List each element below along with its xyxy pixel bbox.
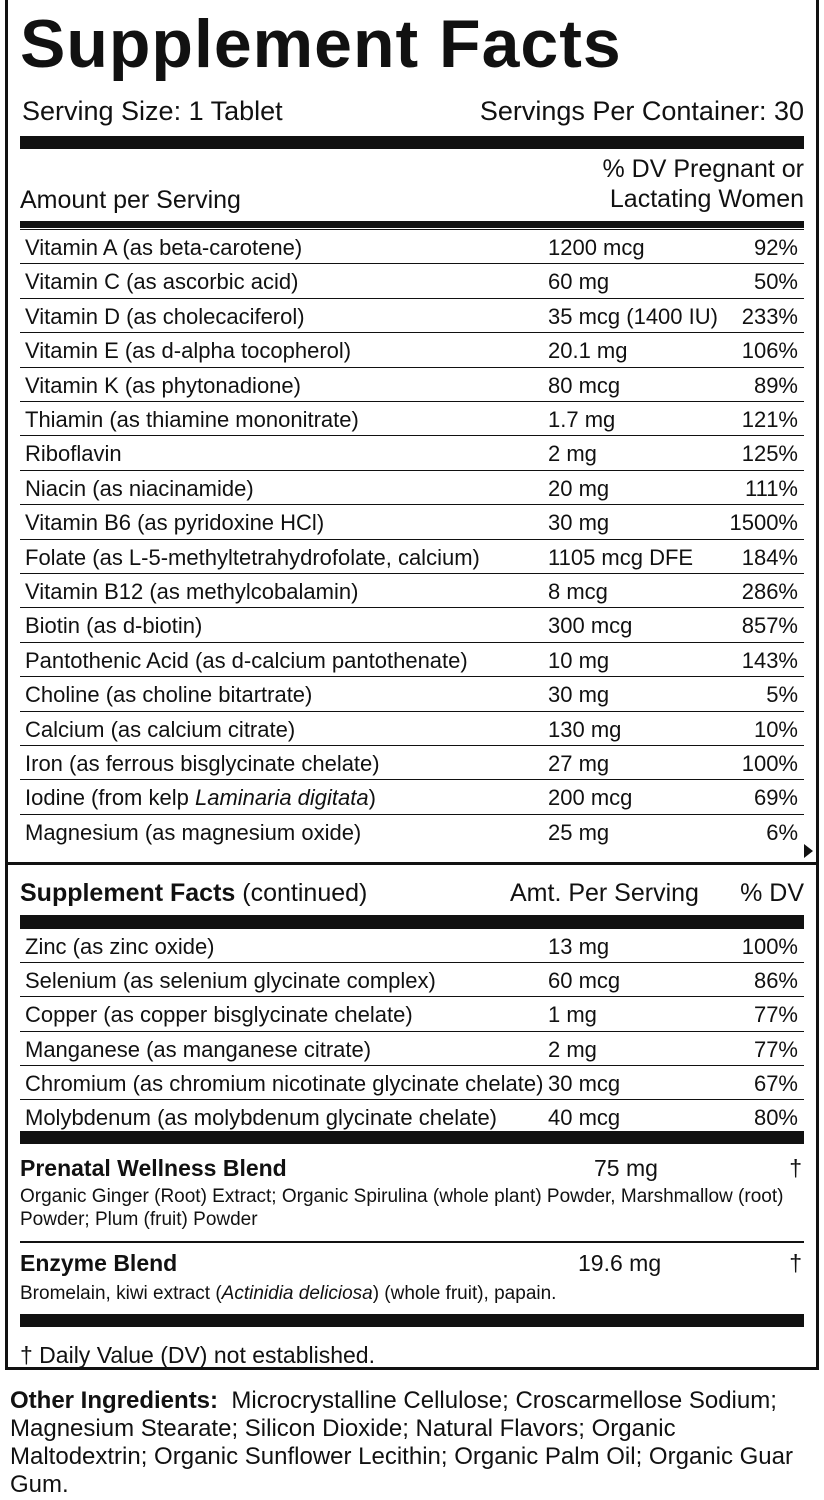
nutrient-amount: 200 mcg xyxy=(548,785,633,811)
table-row xyxy=(20,367,804,401)
nutrient-dv: 80% xyxy=(753,1105,798,1130)
nutrient-amount: 2 mg xyxy=(548,441,597,467)
continued-title-bold: Supplement Facts xyxy=(20,879,236,907)
label-title: Supplement Facts xyxy=(20,6,622,82)
nutrient-name: Vitamin C (as ascorbic acid) xyxy=(25,269,299,295)
nutrient-amount: 27 mg xyxy=(548,751,610,776)
nutrient-name xyxy=(25,784,376,811)
nutrient-dv: 69% xyxy=(753,785,798,811)
nutrient-dv: 121% xyxy=(741,407,798,432)
table-row xyxy=(20,928,804,962)
table-row xyxy=(20,711,804,745)
thick-rule-blends xyxy=(20,1131,804,1144)
desc-prefix: Bromelain, kiwi extract ( xyxy=(20,1283,222,1304)
table-row xyxy=(20,539,804,573)
table-row xyxy=(20,332,804,366)
table-row xyxy=(20,996,804,1030)
table-row xyxy=(20,401,804,435)
nutrient-name: Vitamin A (as beta-carotene) xyxy=(25,235,303,260)
continued-header-dv: % DV xyxy=(740,879,804,907)
nutrient-name: Selenium (as selenium glycinate complex) xyxy=(25,968,436,994)
other-ingredients-text: Microcrystalline Cellulose; Croscarmellose Sodium; Magnesium Stearate; Silicon Dioxide; Natural Flavors; Organic Maltodextrin; Organic Sunflower Lecithin; Organic Palm Oil; Organic Guar Gum. xyxy=(10,1387,793,1498)
name-suffix: ) xyxy=(368,785,376,811)
nutrient-dv: 100% xyxy=(741,934,798,959)
nutrient-name: Zinc (as zinc oxide) xyxy=(25,934,215,959)
nutrient-amount: 40 mcg xyxy=(548,1105,621,1130)
nutrient-amount: 1105 mcg DFE xyxy=(548,544,694,570)
blend-separator xyxy=(20,1241,804,1243)
nutrient-dv: 1500% xyxy=(729,510,798,536)
nutrient-name: Pantothenic Acid (as d-calcium pantothenate) xyxy=(25,647,468,673)
nutrient-name: Magnesium (as magnesium oxide) xyxy=(25,819,362,845)
nutrient-name: Vitamin D (as cholecaciferol) xyxy=(25,303,305,329)
header-dv-line1: % DV Pregnant or xyxy=(602,155,804,183)
table-row xyxy=(20,1099,804,1133)
blend-name: Enzyme Blend xyxy=(20,1250,178,1276)
nutrient-amount: 8 mcg xyxy=(548,579,608,604)
nutrient-name: Molybdenum (as molybdenum glycinate chelate) xyxy=(25,1105,498,1130)
blend-description: Organic Ginger (Root) Extract; Organic Spirulina (whole plant) Powder, Marshmallow (root) Powder; Plum (fruit) Powder xyxy=(20,1186,784,1230)
nutrient-dv: 10% xyxy=(753,716,798,742)
table-row xyxy=(20,298,804,332)
nutrient-amount: 130 mg xyxy=(548,716,622,742)
nutrient-dv: 77% xyxy=(753,1036,798,1062)
nutrient-amount: 30 mg xyxy=(548,510,610,536)
nutrient-amount: 10 mg xyxy=(548,647,610,673)
table-row xyxy=(20,962,804,996)
nutrient-dv: 89% xyxy=(753,372,798,398)
header-amount: Amount per Serving xyxy=(20,186,241,214)
nutrient-dv: 77% xyxy=(753,1002,798,1028)
header-dv-line2: Lactating Women xyxy=(609,185,804,213)
nutrient-name: Niacin (as niacinamide) xyxy=(25,475,254,501)
nutrient-name: Manganese (as manganese citrate) xyxy=(25,1036,372,1062)
thick-rule-continued xyxy=(20,915,804,928)
table-row xyxy=(20,607,804,641)
blend-dv: † xyxy=(789,1155,802,1181)
nutrient-dv: 5% xyxy=(766,682,798,708)
nutrient-dv: 67% xyxy=(753,1070,798,1096)
table-row xyxy=(20,1065,804,1099)
other-ingredients-label: Other Ingredients: xyxy=(10,1387,219,1414)
nutrient-dv: 86% xyxy=(753,968,798,994)
continued-header-amount: Amt. Per Serving xyxy=(510,879,699,907)
table-row xyxy=(20,676,804,710)
nutrient-dv: 6% xyxy=(766,819,798,845)
nutrient-name: Iron (as ferrous bisglycinate chelate) xyxy=(25,751,380,776)
nutrient-amount: 1.7 mg xyxy=(548,407,616,432)
other-ingredients xyxy=(10,1387,815,1499)
continued-title xyxy=(20,878,367,908)
footnote: † Daily Value (DV) not established. xyxy=(20,1342,375,1368)
nutrient-dv: 125% xyxy=(741,441,798,467)
nutrient-dv: 233% xyxy=(741,303,798,329)
nutrient-amount: 60 mcg xyxy=(548,968,621,994)
nutrient-name: Vitamin B12 (as methylcobalamin) xyxy=(25,579,359,604)
nutrient-name: Thiamin (as thiamine mononitrate) xyxy=(25,407,359,432)
nutrient-dv: 286% xyxy=(741,579,798,604)
nutrient-amount: 25 mg xyxy=(548,819,610,845)
nutrient-name: Calcium (as calcium citrate) xyxy=(25,716,296,742)
nutrient-dv: 100% xyxy=(741,751,798,776)
nutrient-dv: 106% xyxy=(741,338,798,364)
nutrient-name: Vitamin B6 (as pyridoxine HCl) xyxy=(25,510,325,536)
desc-italic: Actinidia deliciosa xyxy=(221,1283,373,1304)
arrow-right-icon xyxy=(804,844,813,858)
medium-rule xyxy=(20,221,804,228)
nutrient-amount: 30 mg xyxy=(548,682,610,708)
nutrient-name: Copper (as copper bisglycinate chelate) xyxy=(25,1002,413,1028)
blend-description xyxy=(20,1282,804,1305)
name-prefix: Iodine (from kelp xyxy=(25,785,195,811)
nutrient-dv: 143% xyxy=(741,647,798,673)
nutrient-name: Biotin (as d-biotin) xyxy=(25,613,203,639)
nutrient-amount: 1 mg xyxy=(548,1002,597,1028)
servings-per-container: Servings Per Container: 30 xyxy=(479,96,804,126)
table-row xyxy=(20,435,804,469)
table-row xyxy=(20,814,804,848)
nutrient-amount: 35 mcg (1400 IU) xyxy=(548,303,718,329)
nutrient-dv: 50% xyxy=(753,269,798,295)
continued-title-rest: (continued) xyxy=(242,879,368,907)
nutrient-name: Choline (as choline bitartrate) xyxy=(25,682,313,708)
nutrient-dv: 92% xyxy=(753,235,798,260)
nutrient-amount: 13 mg xyxy=(548,934,610,959)
nutrient-name: Vitamin K (as phytonadione) xyxy=(25,372,301,398)
table-row xyxy=(20,1031,804,1065)
table-row xyxy=(20,263,804,297)
nutrient-dv: 184% xyxy=(741,544,798,570)
nutrient-name: Riboflavin xyxy=(25,441,122,467)
table-row xyxy=(20,229,804,263)
table-row xyxy=(20,470,804,504)
nutrient-dv: 857% xyxy=(741,613,798,639)
nutrient-amount: 20.1 mg xyxy=(548,338,628,364)
nutrient-amount: 300 mcg xyxy=(548,613,633,639)
blend-name: Prenatal Wellness Blend xyxy=(20,1155,287,1181)
nutrient-amount: 80 mcg xyxy=(548,372,621,398)
nutrient-amount: 1200 mcg xyxy=(548,235,645,260)
nutrient-amount: 60 mg xyxy=(548,269,610,295)
nutrient-amount: 20 mg xyxy=(548,475,610,501)
nutrient-amount: 30 mcg xyxy=(548,1070,621,1096)
nutrient-amount: 2 mg xyxy=(548,1036,597,1062)
blend-dv: † xyxy=(789,1250,802,1276)
table-row xyxy=(20,745,804,779)
serving-size: Serving Size: 1 Tablet xyxy=(22,96,283,126)
blend-amount: 75 mg xyxy=(594,1155,658,1181)
nutrient-name: Vitamin E (as d-alpha tocopherol) xyxy=(25,338,352,364)
blend-amount: 19.6 mg xyxy=(578,1250,662,1276)
nutrient-name: Chromium (as chromium nicotinate glycinate chelate) xyxy=(25,1070,544,1096)
nutrient-dv: 111% xyxy=(744,475,798,501)
table-row xyxy=(20,573,804,607)
desc-suffix: ) (whole fruit), papain. xyxy=(372,1283,557,1304)
thick-rule-footer xyxy=(20,1314,804,1327)
table-row xyxy=(20,779,804,813)
table-row xyxy=(20,642,804,676)
section-divider xyxy=(5,862,819,865)
nutrient-name: Folate (as L-5-methyltetrahydrofolate, calcium) xyxy=(25,544,480,570)
table-row xyxy=(20,504,804,538)
thick-rule xyxy=(20,136,804,149)
name-italic: Laminaria digitata xyxy=(194,785,369,811)
